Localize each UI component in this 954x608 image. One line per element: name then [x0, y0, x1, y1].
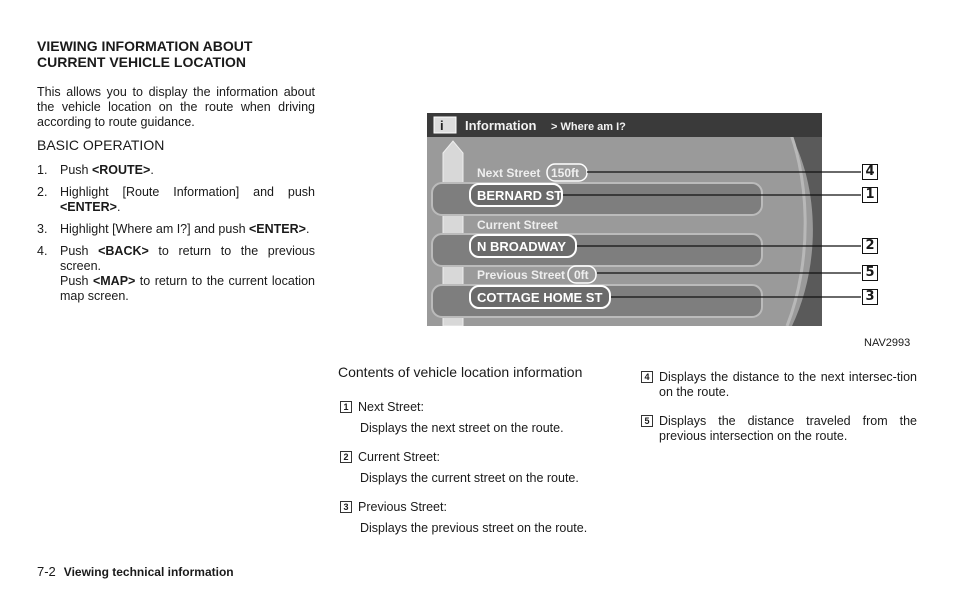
- step-number: 1.: [37, 163, 48, 177]
- callout-2: 2: [862, 238, 878, 254]
- step-text: Highlight [Route Information] and push <ENTER>.: [60, 185, 315, 214]
- item-4: [641, 370, 917, 400]
- screen-crumb: > Where am I?: [551, 121, 626, 133]
- current-street-value: N BROADWAY: [477, 239, 567, 254]
- key-enter: <ENTER>: [249, 222, 306, 236]
- previous-street-value: COTTAGE HOME ST: [477, 290, 603, 305]
- intro-paragraph: This allows you to display the information about the vehicle location on the route when driving according to route guidance.: [37, 85, 315, 129]
- basic-operation-heading: BASIC OPERATION: [37, 137, 165, 153]
- current-street-label: Current Street: [477, 218, 558, 232]
- item-label: Previous Street:: [358, 500, 447, 514]
- heading-line-2: CURRENT VEHICLE LOCATION: [37, 54, 246, 70]
- item-desc: Displays the next street on the route.: [360, 421, 564, 435]
- item-1: [340, 400, 620, 436]
- step-text: Highlight [Where am I?] and push <ENTER>.: [60, 222, 310, 236]
- svg-text:i: i: [440, 118, 444, 133]
- step-number: 3.: [37, 222, 48, 236]
- item-label: Current Street:: [358, 450, 440, 464]
- item-desc: Displays the previous street on the route.: [360, 521, 588, 535]
- step-number: 2.: [37, 185, 48, 199]
- step-text: Push <ROUTE>.: [60, 163, 154, 177]
- heading-line-1: VIEWING INFORMATION ABOUT: [37, 38, 253, 54]
- item-label: Next Street:: [358, 400, 424, 414]
- item-number-box: 5: [641, 415, 653, 427]
- callout-4: 4: [862, 164, 878, 180]
- footer-label: Viewing technical information: [63, 565, 234, 579]
- item-2: [340, 450, 620, 486]
- previous-street-label: Previous Street: [477, 268, 566, 282]
- next-distance: 150ft: [551, 166, 580, 180]
- step-text: Push <BACK> to return to the previous screen. Push <MAP> to return to the current location map screen.: [60, 244, 315, 303]
- contents-title: Contents of vehicle location information: [338, 364, 583, 380]
- key-map: <MAP>: [92, 274, 136, 288]
- callout-5: 5: [862, 265, 878, 281]
- key-route: <ROUTE>: [91, 163, 151, 177]
- item-number-box: 1: [340, 401, 352, 413]
- item-number-box: 3: [340, 501, 352, 513]
- item-3: [340, 500, 620, 536]
- item-desc: Displays the current street on the route.: [360, 471, 579, 485]
- previous-distance: 0ft: [574, 268, 589, 282]
- page-footer: [37, 564, 234, 579]
- callout-3: 3: [862, 289, 878, 305]
- screen-title: Information: [465, 118, 537, 133]
- next-street-value: BERNARD ST: [477, 188, 563, 203]
- figure-code: NAV2993: [864, 337, 911, 349]
- item-desc: Displays the distance to the next intersec-tion on the route.: [659, 370, 917, 399]
- step-number: 4.: [37, 244, 48, 258]
- item-5: [641, 414, 917, 444]
- key-enter: <ENTER>: [60, 200, 117, 214]
- next-street-label: Next Street: [477, 166, 541, 180]
- item-number-box: 2: [340, 451, 352, 463]
- page-number: 7-2: [37, 564, 56, 579]
- item-number-box: 4: [641, 371, 653, 383]
- key-back: <BACK>: [98, 244, 149, 258]
- item-desc: Displays the distance traveled from the previous intersection on the route.: [659, 414, 917, 443]
- callout-1: 1: [862, 187, 878, 203]
